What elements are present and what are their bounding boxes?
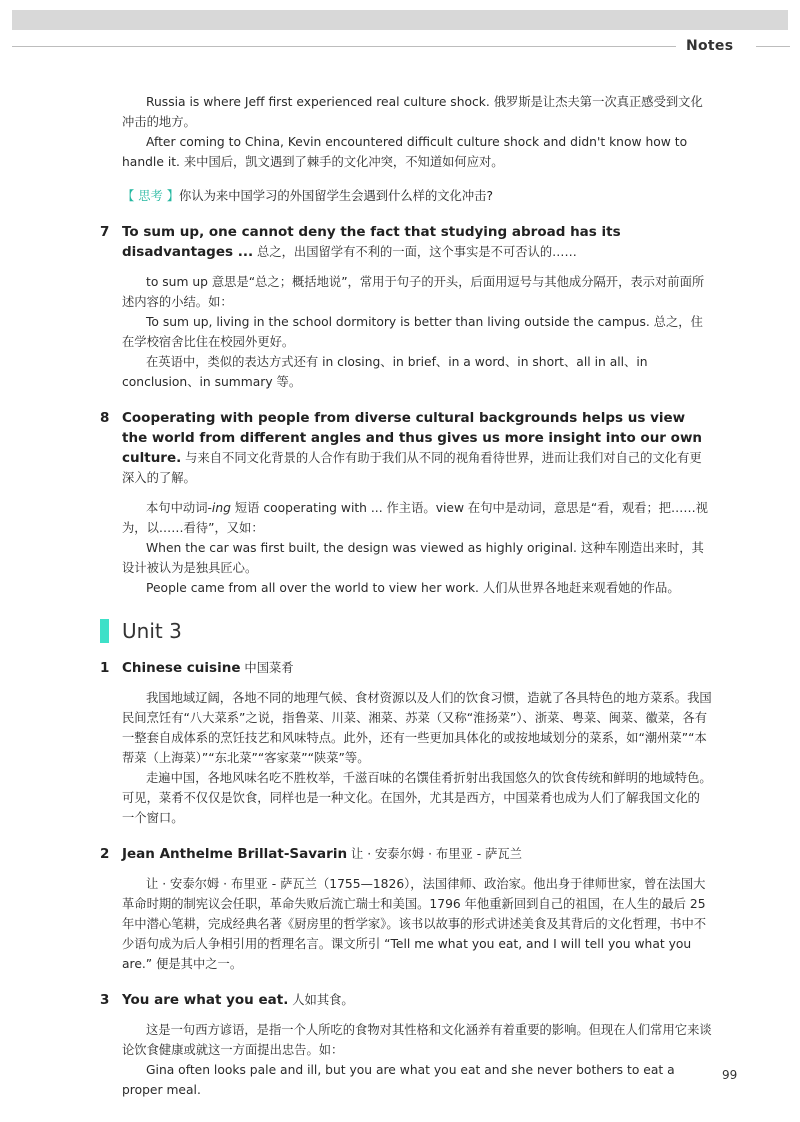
item-paragraph: 这是一句西方谚语，是指一个人所吃的食物对其性格和文化涵养有着重要的影响。但现在人们常用它来谈论饮食健康或就这一方面提出忠告。如：: [122, 1023, 712, 1057]
text-run-italic: ing: [211, 501, 231, 515]
item-number: 1: [100, 660, 110, 676]
text-run: 短语 cooperating with ... 作主语。view 在句中是动词，意思是“看，观看；把……视为，以……看待”，又如：: [122, 501, 708, 535]
item-paragraph: 让 · 安泰尔姆 · 布里亚 - 萨瓦兰（1755—1826），法国律师、政治家。他出身于律师世家，曾在法国大革命时期的制宪议会任职，革命失败后流亡瑞士和美国。1796 年他重新回到自己的祖国，在人生的最后 25 年中潜心笔耕，完成经典名著《厨房里的哲学家》。该书以故事的形式讲述美食及其背后的文化哲理，书中不少语句成为后人争相引用的哲理名言。课文所引 “Tell me what you eat, and I will tell you what you are.” 便是其中之一。: [122, 877, 707, 971]
think-prompt: [100, 186, 712, 206]
item-heading: [122, 990, 712, 1010]
unit-heading: [100, 616, 712, 646]
notes-label: Notes: [686, 38, 734, 54]
think-text: 你认为来中国学习的外国留学生会遇到什么样的文化冲击?: [179, 189, 493, 203]
notes-rule-left: [12, 46, 676, 47]
item-heading-en: To sum up, one cannot deny the fact that studying abroad has its disadvantages ...: [122, 224, 621, 260]
item-number: 2: [100, 846, 110, 862]
item-paragraph: When the car was first built, the design was viewed as highly original. 这种车刚造出来时，其设计被认为是独具匠心。: [122, 541, 704, 575]
intro-paragraph-2: After coming to China, Kevin encountered difficult culture shock and didn't know how to handle it. 来中国后，凯文遇到了棘手的文化冲突，不知道如何应对。: [122, 135, 688, 169]
item-heading-cn: 总之，出国留学有不利的一面，这个事实是不可否认的……: [253, 245, 577, 259]
item-paragraph: People came from all over the world to view her work. 人们从世界各地赶来观看她的作品。: [146, 581, 680, 595]
unit-title: Unit 3: [122, 619, 182, 643]
unit-accent-bar: [100, 619, 109, 643]
item-heading-en: Cooperating with people from diverse cultural backgrounds helps us view the world from different angles and thus gives us more insight into our own culture.: [122, 410, 703, 466]
item-heading-cn: 与来自不同文化背景的人合作有助于我们从不同的视角看待世界，进而让我们对自己的文化有更深入的了解。: [122, 451, 702, 485]
item-heading-en: Chinese cuisine: [122, 660, 241, 676]
item-heading-cn: 中国菜肴: [240, 661, 294, 675]
item-number: 7: [100, 224, 110, 240]
item-heading: [122, 658, 712, 678]
item-paragraph: 走遍中国，各地风味名吃不胜枚举，千滋百味的名馔佳肴折射出我国悠久的饮食传统和鲜明的地域特色。可见，菜肴不仅仅是饮食，同样也是一种文化。在国外，尤其是西方，中国菜肴也成为人们了解我国文化的一个窗口。: [122, 771, 712, 825]
page-number: 99: [722, 1068, 738, 1082]
unit-item-1: [100, 658, 712, 828]
item-paragraph: [122, 498, 712, 538]
header-bar: [12, 10, 788, 30]
intro-paragraph-1: Russia is where Jeff first experienced real culture shock. 俄罗斯是让杰夫第一次真正感受到文化冲击的地方。: [122, 95, 703, 129]
unit-item-3: [100, 990, 712, 1100]
item-body: [122, 498, 712, 598]
item-paragraph: To sum up, living in the school dormitory is better than living outside the campus. 总之，住在学校宿舍比住在校园外更好。: [122, 315, 703, 349]
note-item-7: [100, 222, 712, 392]
note-item-8: [100, 408, 712, 598]
item-paragraph: Gina often looks pale and ill, but you are what you eat and she never bothers to eat a proper meal.: [122, 1063, 675, 1097]
item-body: [122, 874, 712, 974]
item-heading-cn: 人如其食。: [288, 993, 354, 1007]
item-paragraph: 在英语中，类似的表达方式还有 in closing、in brief、in a word、in short、all in all、in conclusion、in summary 等。: [122, 355, 648, 389]
page-content: [100, 92, 712, 1100]
unit-item-2: [100, 844, 712, 974]
item-paragraph: 我国地域辽阔，各地不同的地理气候、食材资源以及人们的饮食习惯，造就了各具特色的地方菜系。我国民间烹饪有“八大菜系”之说，指鲁菜、川菜、湘菜、苏菜（又称“淮扬菜”）、浙菜、粤菜、闽菜、徽菜，各有一整套自成体系的烹饪技艺和风味特点。此外，还有一些更加具体化的或按地域划分的菜系，如“潮州菜”“本帮菜（上海菜）”“东北菜”“客家菜”“陕菜”等。: [122, 691, 712, 765]
item-heading: [122, 408, 712, 488]
item-number: 3: [100, 992, 110, 1008]
item-heading-cn: 让 · 安泰尔姆 · 布里亚 - 萨瓦兰: [347, 847, 522, 861]
item-heading-en: Jean Anthelme Brillat-Savarin: [122, 846, 348, 862]
item-heading: [122, 222, 712, 262]
text-run: 本句中动词-: [146, 501, 212, 515]
item-number: 8: [100, 410, 110, 426]
intro-block: [100, 92, 712, 172]
item-heading-en: You are what you eat.: [122, 992, 289, 1008]
item-body: [122, 272, 712, 392]
item-heading: [122, 844, 712, 864]
item-body: [122, 688, 712, 828]
item-body: [122, 1020, 712, 1100]
notes-rule-right: [756, 46, 790, 47]
think-tag: 【 思考 】: [122, 189, 180, 203]
item-paragraph: to sum up 意思是“总之；概括地说”，常用于句子的开头，后面用逗号与其他成分隔开，表示对前面所述内容的小结。如：: [122, 275, 705, 309]
